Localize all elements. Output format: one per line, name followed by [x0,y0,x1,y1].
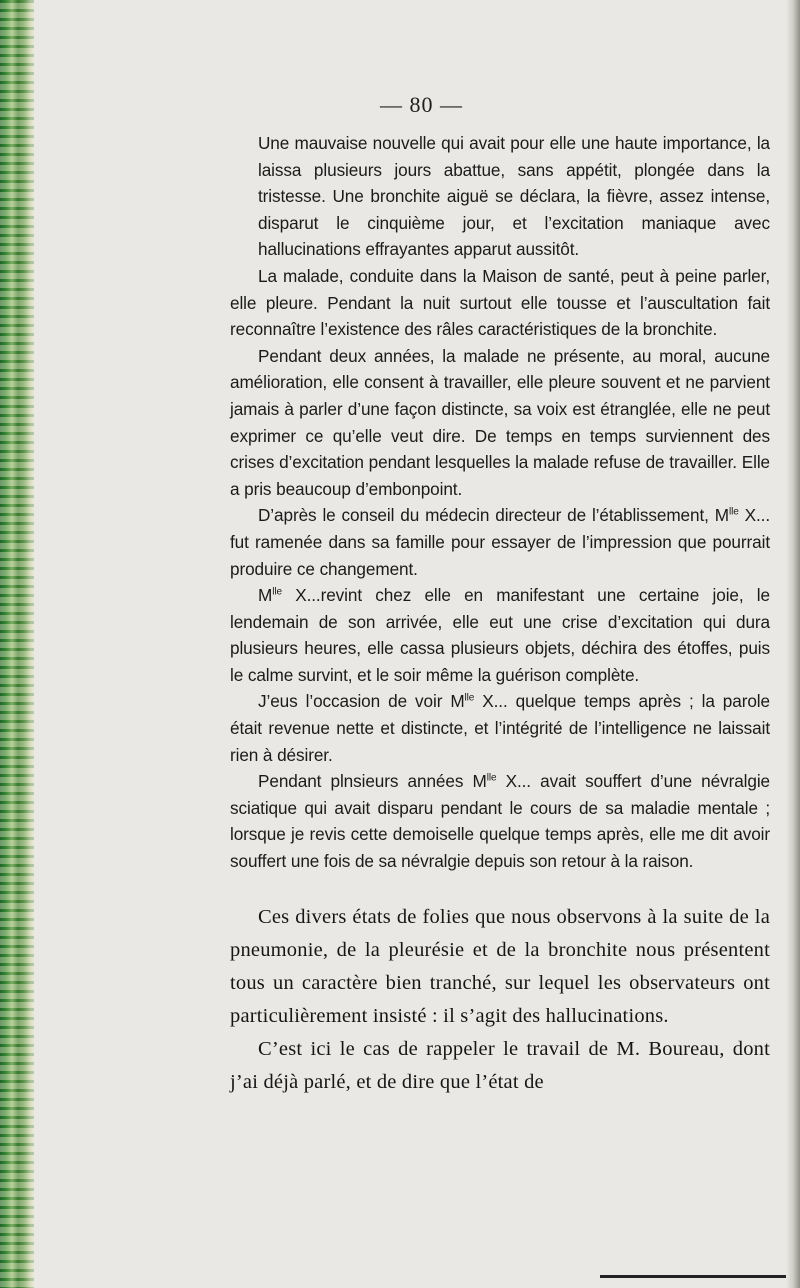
page-right-edge [786,0,800,1288]
paragraph-6-text-after: X... quelque temps après ; la parole était revenue nette et distincte, et l’intégrité de l’intelligence ne laissait rien à désirer. [230,691,770,765]
paragraph-7 [230,768,770,874]
paragraph-4 [230,502,770,582]
paragraph-5-text-after: X...revint chez elle en manifestant une certaine joie, le lendemain de son arrivée, elle eut une crise d’excitation qui dura plusieurs heures, elle cassa plusieurs objets, déchira des étoffes, puis le calme survint, et le soir même la guérison complète. [230,585,770,685]
paragraph-7-text-after: X... avait souffert d’une névralgie sciatique qui avait disparu pendant le cours de sa maladie mentale ; lorsque je revis cette demoiselle quelque temps après, elle me dit avoir souffert une fois de sa névralgie depuis son retour à la raison. [230,771,771,872]
paragraph-7-superscript: lle [486,772,497,784]
paragraph-1: Une mauvaise nouvelle qui avait pour elle une haute importance, la laissa plusieurs jours abattue, sans appétit, plongée dans la tristesse. Une bronchite aiguë se déclara, la fièvre, assez intense, disparut le cinquième jour, et l’excitation maniaque avec hallucinations effrayantes apparut aussitôt. [258,133,770,260]
paragraph-4-text-before: D’après le conseil du médecin directeur de l’établissement, M [258,505,729,526]
paragraph-7-text-before: Pendant plnsieurs années M [258,771,487,792]
page-number: — 80 — [380,92,463,117]
paragraph-4-superscript: lle [728,506,739,518]
paragraph-6-superscript: lle [464,692,475,704]
book-binding-edge [0,0,34,1288]
bottom-rule [600,1275,786,1278]
paragraph-2: La malade, conduite dans la Maison de santé, peut à peine parler, elle pleure. Pendant la nuit surtout elle tousse et l’auscultation fait reconnaître l’existence des râles caractéristiques de la bronchite. [230,265,770,340]
paragraph-8: Ces divers états de folies que nous observons à la suite de la pneumonie, de la pleurésie et de la bronchite nous présentent tous un caractère bien tranché, sur lequel les observateurs ont particulièrement insisté : il s’agit des hallucinations. [230,905,770,1027]
paragraph-5-superscript: lle [272,586,282,598]
paragraph-9: C’est ici le cas de rappeler le travail de M. Boureau, dont j’ai déjà parlé, et de dire que l’état de [230,1037,770,1093]
body-text [230,130,770,1099]
paragraph-5 [230,582,770,688]
paragraph-6 [230,688,770,768]
large-type-section [230,901,770,1099]
paragraph-3: Pendant deux années, la malade ne présente, au moral, aucune amélioration, elle consent à travailler, elle pleure souvent et ne parvient jamais à parler d’une façon distincte, sa voix est étranglée, elle ne peut exprimer ce qu’elle veut dire. De temps en temps surviennent des crises d’excitation pendant lesquelles la malade refuse de travailler. Elle a pris beaucoup d’embonpoint. [230,345,770,499]
paragraph-5-text-before: M [258,585,273,606]
paragraph-6-text-before: J’eus l’occasion de voir M [258,691,465,712]
paragraph-4-text-after: X... fut ramenée dans sa famille pour essayer de l’impression que pourrait produire ce changement. [230,505,770,579]
